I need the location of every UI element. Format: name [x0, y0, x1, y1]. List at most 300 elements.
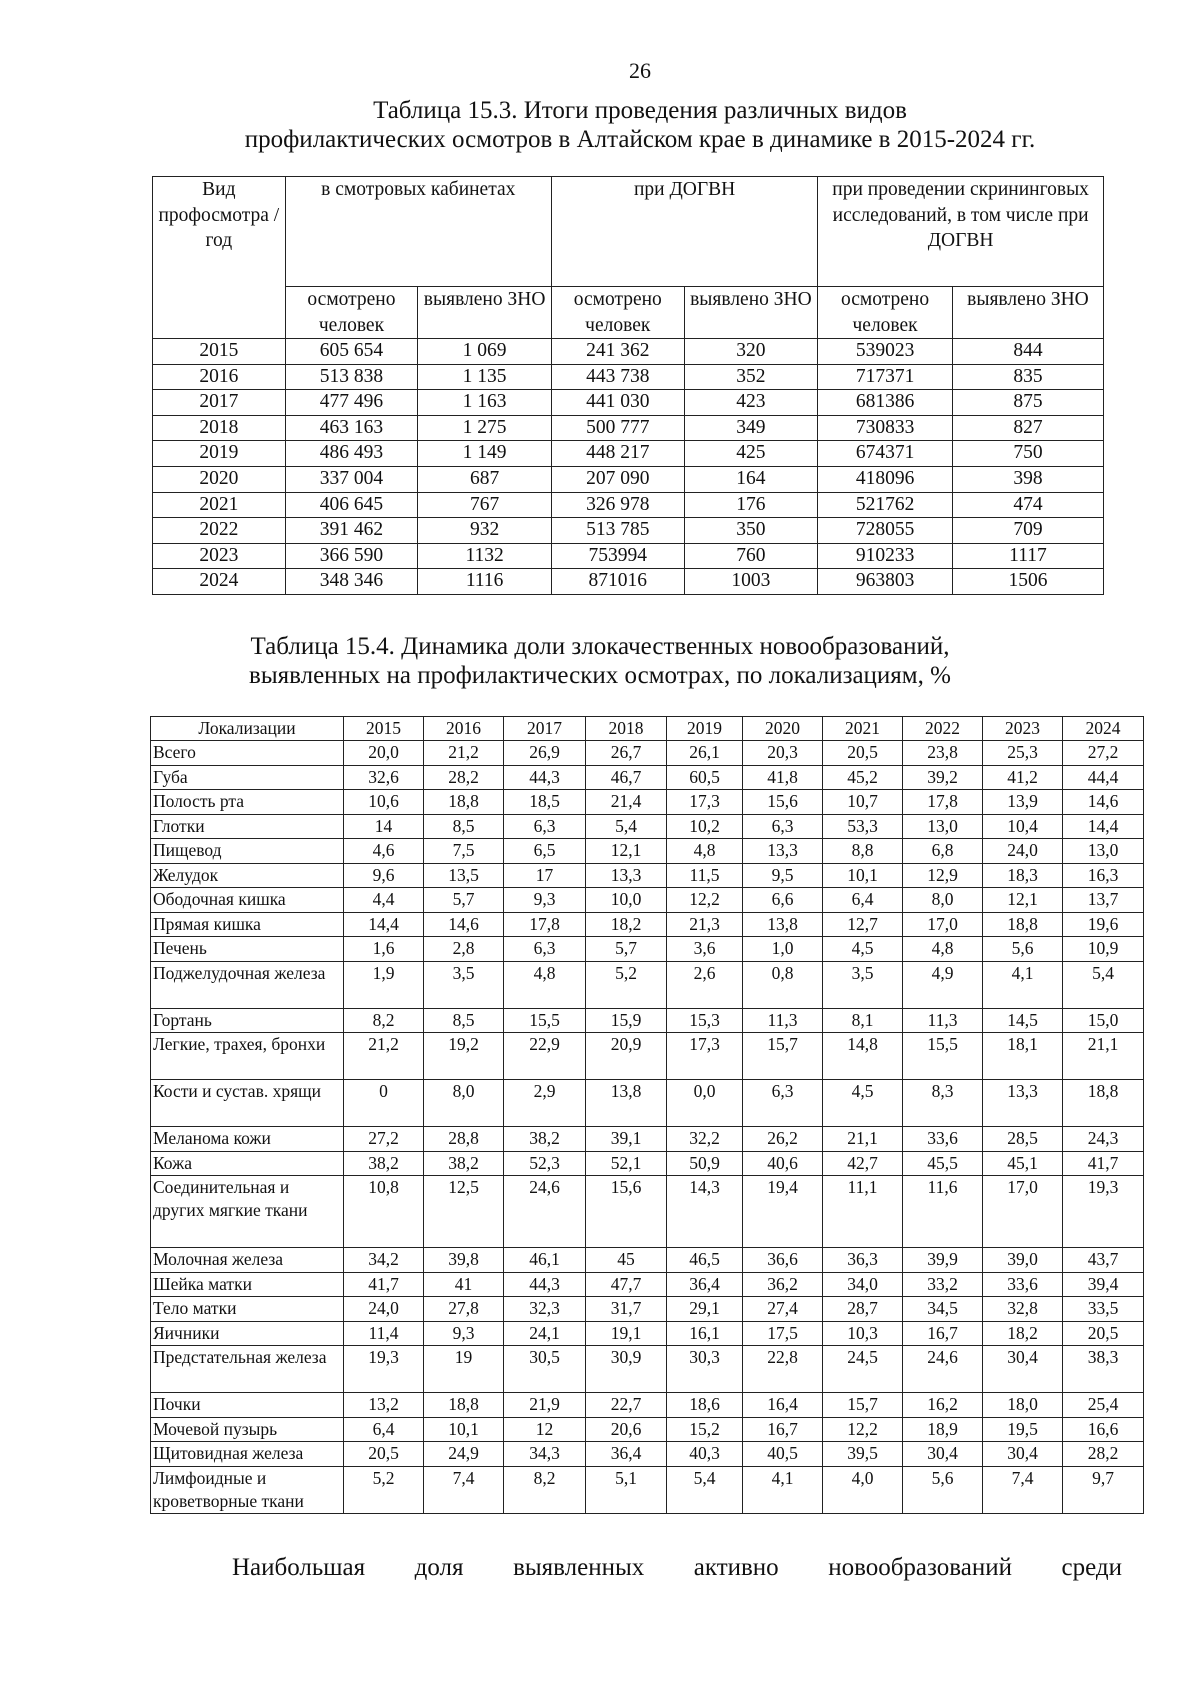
percent-cell: 9,3: [424, 1321, 504, 1346]
value-cell: 1 069: [418, 339, 552, 365]
percent-cell: 15,5: [903, 1033, 983, 1080]
percent-cell: 44,3: [504, 765, 586, 790]
value-cell: 441 030: [551, 390, 684, 416]
percent-cell: 30,4: [983, 1442, 1063, 1467]
percent-cell: 36,3: [823, 1248, 903, 1273]
percent-cell: 17,8: [903, 790, 983, 815]
page-number: 26: [629, 58, 651, 83]
percent-cell: 36,6: [743, 1248, 823, 1273]
percent-cell: 18,0: [983, 1393, 1063, 1418]
table-row: [153, 569, 1104, 595]
percent-cell: 3,6: [667, 937, 743, 962]
percent-cell: 18,9: [903, 1417, 983, 1442]
value-cell: 474: [952, 492, 1103, 518]
percent-cell: 18,6: [667, 1393, 743, 1418]
percent-cell: 5,4: [1063, 961, 1144, 1008]
value-cell: 753994: [551, 543, 684, 569]
percent-cell: 53,3: [823, 814, 903, 839]
percent-cell: 18,2: [586, 912, 667, 937]
percent-cell: 0,8: [743, 961, 823, 1008]
percent-cell: 60,5: [667, 765, 743, 790]
percent-cell: 13,3: [743, 839, 823, 864]
percent-cell: 6,4: [344, 1417, 424, 1442]
year-cell: 2021: [153, 492, 286, 518]
value-cell: 674371: [818, 441, 953, 467]
percent-cell: 17,5: [743, 1321, 823, 1346]
value-cell: 605 654: [285, 339, 418, 365]
percent-cell: 10,6: [344, 790, 424, 815]
localization-cell: Щитовидная железа: [151, 1442, 344, 1467]
percent-cell: 12,9: [903, 863, 983, 888]
percent-cell: 22,9: [504, 1033, 586, 1080]
percent-cell: 14,4: [344, 912, 424, 937]
value-cell: 320: [684, 339, 818, 365]
percent-cell: 11,3: [903, 1008, 983, 1033]
percent-cell: 44,3: [504, 1272, 586, 1297]
table-row: [151, 790, 1144, 815]
value-cell: 1 275: [418, 415, 552, 441]
value-cell: 687: [418, 466, 552, 492]
percent-cell: 8,0: [424, 1080, 504, 1127]
percent-cell: 30,3: [667, 1346, 743, 1393]
table-row: [151, 863, 1144, 888]
percent-cell: 12,1: [983, 888, 1063, 913]
percent-cell: 6,4: [823, 888, 903, 913]
percent-cell: 10,0: [586, 888, 667, 913]
value-cell: 513 838: [285, 364, 418, 390]
percent-cell: 8,3: [903, 1080, 983, 1127]
percent-cell: 24,0: [983, 839, 1063, 864]
percent-cell: 15,5: [504, 1008, 586, 1033]
percent-cell: 21,4: [586, 790, 667, 815]
percent-cell: 46,7: [586, 765, 667, 790]
percent-cell: 5,2: [344, 1466, 424, 1513]
percent-cell: 13,5: [424, 863, 504, 888]
table-row: [151, 1466, 1144, 1513]
percent-cell: 41: [424, 1272, 504, 1297]
percent-cell: 19,3: [1063, 1176, 1144, 1248]
percent-cell: 5,7: [424, 888, 504, 913]
percent-cell: 19,5: [983, 1417, 1063, 1442]
value-cell: 350: [684, 518, 818, 544]
header-year: 2023: [983, 717, 1063, 741]
percent-cell: 47,7: [586, 1272, 667, 1297]
value-cell: 1117: [952, 543, 1103, 569]
percent-cell: 4,4: [344, 888, 424, 913]
value-cell: 1132: [418, 543, 552, 569]
percent-cell: 3,5: [823, 961, 903, 1008]
table-row: [151, 1151, 1144, 1176]
percent-cell: 26,2: [743, 1127, 823, 1152]
table-row: [151, 765, 1144, 790]
percent-cell: 20,6: [586, 1417, 667, 1442]
percent-cell: 32,3: [504, 1297, 586, 1322]
percent-cell: 10,1: [823, 863, 903, 888]
value-cell: 1506: [952, 569, 1103, 595]
localization-cell: Тело матки: [151, 1297, 344, 1322]
percent-cell: 16,6: [1063, 1417, 1144, 1442]
percent-cell: 17,3: [667, 1033, 743, 1080]
percent-cell: 14: [344, 814, 424, 839]
percent-cell: 12,2: [667, 888, 743, 913]
percent-cell: 7,4: [424, 1466, 504, 1513]
percent-cell: 5,6: [983, 937, 1063, 962]
percent-cell: 10,2: [667, 814, 743, 839]
percent-cell: 31,7: [586, 1297, 667, 1322]
percent-cell: 26,7: [586, 741, 667, 766]
percent-cell: 30,5: [504, 1346, 586, 1393]
table-row: [151, 888, 1144, 913]
table-row: [151, 1321, 1144, 1346]
percent-cell: 30,9: [586, 1346, 667, 1393]
percent-cell: 15,7: [823, 1393, 903, 1418]
percent-cell: 7,4: [983, 1466, 1063, 1513]
percent-cell: 16,4: [743, 1393, 823, 1418]
percent-cell: 11,4: [344, 1321, 424, 1346]
paragraph-word: активно: [693, 1554, 779, 1581]
percent-cell: 5,7: [586, 937, 667, 962]
value-cell: 932: [418, 518, 552, 544]
value-cell: 728055: [818, 518, 953, 544]
table-row: [151, 1248, 1144, 1273]
paragraph-word: среди: [1061, 1554, 1122, 1581]
percent-cell: 16,1: [667, 1321, 743, 1346]
percent-cell: 4,8: [667, 839, 743, 864]
percent-cell: 18,5: [504, 790, 586, 815]
table-row: [153, 492, 1104, 518]
percent-cell: 0,0: [667, 1080, 743, 1127]
header-year: 2018: [586, 717, 667, 741]
percent-cell: 40,3: [667, 1442, 743, 1467]
value-cell: 207 090: [551, 466, 684, 492]
percent-cell: 10,1: [424, 1417, 504, 1442]
percent-cell: 10,7: [823, 790, 903, 815]
percent-cell: 27,4: [743, 1297, 823, 1322]
localization-cell: Печень: [151, 937, 344, 962]
percent-cell: 4,5: [823, 1080, 903, 1127]
header-localization: Локализации: [151, 717, 344, 741]
percent-cell: 10,3: [823, 1321, 903, 1346]
value-cell: 366 590: [285, 543, 418, 569]
table-row: [151, 1417, 1144, 1442]
value-cell: 423: [684, 390, 818, 416]
value-cell: 1 149: [418, 441, 552, 467]
table2-caption-line2: выявленных на профилактических осмотрах, по локализациям, %: [249, 662, 951, 689]
percent-cell: 6,3: [743, 1080, 823, 1127]
header-detected: выявлено ЗНО: [952, 287, 1103, 339]
percent-cell: 41,7: [344, 1272, 424, 1297]
percent-cell: 18,3: [983, 863, 1063, 888]
percent-cell: 4,8: [504, 961, 586, 1008]
percent-cell: 5,2: [586, 961, 667, 1008]
value-cell: 1003: [684, 569, 818, 595]
localization-cell: Ободочная кишка: [151, 888, 344, 913]
table-row: [151, 1393, 1144, 1418]
percent-cell: 4,1: [743, 1466, 823, 1513]
percent-cell: 26,9: [504, 741, 586, 766]
percent-cell: 18,8: [983, 912, 1063, 937]
value-cell: 835: [952, 364, 1103, 390]
percent-cell: 32,8: [983, 1297, 1063, 1322]
percent-cell: 38,3: [1063, 1346, 1144, 1393]
header-examined: осмотрено человек: [818, 287, 953, 339]
paragraph-word: Наибольшая: [232, 1554, 366, 1581]
year-cell: 2022: [153, 518, 286, 544]
percent-cell: 11,5: [667, 863, 743, 888]
localization-cell: Глотки: [151, 814, 344, 839]
percent-cell: 39,4: [1063, 1272, 1144, 1297]
value-cell: 463 163: [285, 415, 418, 441]
value-cell: 513 785: [551, 518, 684, 544]
percent-cell: 12,5: [424, 1176, 504, 1248]
percent-cell: 20,0: [344, 741, 424, 766]
table-row: [151, 1442, 1144, 1467]
percent-cell: 7,5: [424, 839, 504, 864]
header-year: 2017: [504, 717, 586, 741]
percent-cell: 15,3: [667, 1008, 743, 1033]
value-cell: 418096: [818, 466, 953, 492]
table-row: [153, 441, 1104, 467]
percent-cell: 33,6: [983, 1272, 1063, 1297]
percent-cell: 13,3: [586, 863, 667, 888]
header-year: 2021: [823, 717, 903, 741]
percent-cell: 28,5: [983, 1127, 1063, 1152]
value-cell: 709: [952, 518, 1103, 544]
value-cell: 477 496: [285, 390, 418, 416]
percent-cell: 45,1: [983, 1151, 1063, 1176]
percent-cell: 22,8: [743, 1346, 823, 1393]
percent-cell: 8,0: [903, 888, 983, 913]
value-cell: 681386: [818, 390, 953, 416]
percent-cell: 20,5: [344, 1442, 424, 1467]
header-screening: при проведении скрининговых исследований, в том числе при ДОГВН: [818, 177, 1104, 287]
year-cell: 2019: [153, 441, 286, 467]
percent-cell: 25,4: [1063, 1393, 1144, 1418]
percent-cell: 13,8: [586, 1080, 667, 1127]
header-year: 2016: [424, 717, 504, 741]
percent-cell: 9,7: [1063, 1466, 1144, 1513]
percent-cell: 33,6: [903, 1127, 983, 1152]
percent-cell: 21,9: [504, 1393, 586, 1418]
percent-cell: 2,8: [424, 937, 504, 962]
percent-cell: 18,8: [424, 790, 504, 815]
percent-cell: 9,3: [504, 888, 586, 913]
percent-cell: 0: [344, 1080, 424, 1127]
percent-cell: 9,6: [344, 863, 424, 888]
percent-cell: 25,3: [983, 741, 1063, 766]
value-cell: 1116: [418, 569, 552, 595]
percent-cell: 27,8: [424, 1297, 504, 1322]
percent-cell: 19: [424, 1346, 504, 1393]
value-cell: 963803: [818, 569, 953, 595]
percent-cell: 14,6: [424, 912, 504, 937]
percent-cell: 8,2: [504, 1466, 586, 1513]
percent-cell: 14,8: [823, 1033, 903, 1080]
value-cell: 443 738: [551, 364, 684, 390]
percent-cell: 16,3: [1063, 863, 1144, 888]
table1-body: [153, 339, 1104, 595]
localization-cell: Мочевой пузырь: [151, 1417, 344, 1442]
percent-cell: 19,6: [1063, 912, 1144, 937]
percent-cell: 42,7: [823, 1151, 903, 1176]
header-detected: выявлено ЗНО: [418, 287, 552, 339]
percent-cell: 46,1: [504, 1248, 586, 1273]
percent-cell: 27,2: [344, 1127, 424, 1152]
table-row: [151, 839, 1144, 864]
percent-cell: 19,4: [743, 1176, 823, 1248]
percent-cell: 17,0: [983, 1176, 1063, 1248]
percent-cell: 11,1: [823, 1176, 903, 1248]
percent-cell: 14,4: [1063, 814, 1144, 839]
table2-header-row: [151, 717, 1144, 741]
percent-cell: 28,8: [424, 1127, 504, 1152]
percent-cell: 17,8: [504, 912, 586, 937]
percent-cell: 18,1: [983, 1033, 1063, 1080]
percent-cell: 12: [504, 1417, 586, 1442]
table-row: [151, 1033, 1144, 1080]
percent-cell: 45,5: [903, 1151, 983, 1176]
percent-cell: 21,1: [823, 1127, 903, 1152]
percent-cell: 36,4: [667, 1272, 743, 1297]
percent-cell: 34,5: [903, 1297, 983, 1322]
year-cell: 2015: [153, 339, 286, 365]
localization-cell: Лимфоидные и кроветворные ткани: [151, 1466, 344, 1513]
localization-cell: Пищевод: [151, 839, 344, 864]
header-year: 2015: [344, 717, 424, 741]
percent-cell: 45,2: [823, 765, 903, 790]
header-detected: выявлено ЗНО: [684, 287, 818, 339]
percent-cell: 21,2: [424, 741, 504, 766]
percent-cell: 8,2: [344, 1008, 424, 1033]
table-row: [151, 1297, 1144, 1322]
percent-cell: 13,3: [983, 1080, 1063, 1127]
value-cell: 521762: [818, 492, 953, 518]
percent-cell: 16,2: [903, 1393, 983, 1418]
table-row: [151, 1127, 1144, 1152]
year-cell: 2020: [153, 466, 286, 492]
percent-cell: 8,5: [424, 814, 504, 839]
paragraph-word: выявленных: [513, 1554, 645, 1581]
percent-cell: 41,7: [1063, 1151, 1144, 1176]
screening-results-table: [152, 176, 1104, 595]
table-row: [153, 466, 1104, 492]
value-cell: 871016: [551, 569, 684, 595]
value-cell: 1 135: [418, 364, 552, 390]
percent-cell: 33,2: [903, 1272, 983, 1297]
percent-cell: 39,9: [903, 1248, 983, 1273]
percent-cell: 5,4: [586, 814, 667, 839]
table-row: [153, 390, 1104, 416]
value-cell: 730833: [818, 415, 953, 441]
percent-cell: 18,2: [983, 1321, 1063, 1346]
percent-cell: 13,2: [344, 1393, 424, 1418]
percent-cell: 23,8: [903, 741, 983, 766]
percent-cell: 1,0: [743, 937, 823, 962]
percent-cell: 14,3: [667, 1176, 743, 1248]
percent-cell: 6,6: [743, 888, 823, 913]
localization-cell: Губа: [151, 765, 344, 790]
percent-cell: 17: [504, 863, 586, 888]
percent-cell: 3,5: [424, 961, 504, 1008]
percent-cell: 20,9: [586, 1033, 667, 1080]
table-row: [151, 741, 1144, 766]
percent-cell: 9,5: [743, 863, 823, 888]
percent-cell: 28,2: [1063, 1442, 1144, 1467]
table2-body: [151, 741, 1144, 1514]
percent-cell: 20,3: [743, 741, 823, 766]
table1-caption-line1: Таблица 15.3. Итоги проведения различных видов: [373, 97, 907, 124]
percent-cell: 32,6: [344, 765, 424, 790]
percent-cell: 30,4: [983, 1346, 1063, 1393]
table-row: [153, 543, 1104, 569]
percent-cell: 36,4: [586, 1442, 667, 1467]
percent-cell: 21,2: [344, 1033, 424, 1080]
percent-cell: 17,3: [667, 790, 743, 815]
percent-cell: 17,0: [903, 912, 983, 937]
value-cell: 750: [952, 441, 1103, 467]
localization-cell: Желудок: [151, 863, 344, 888]
localization-cell: Легкие, трахея, бронхи: [151, 1033, 344, 1080]
percent-cell: 8,8: [823, 839, 903, 864]
percent-cell: 5,4: [667, 1466, 743, 1513]
table2-caption: [0, 632, 1200, 690]
percent-cell: 24,5: [823, 1346, 903, 1393]
percent-cell: 5,6: [903, 1466, 983, 1513]
value-cell: 406 645: [285, 492, 418, 518]
percent-cell: 28,7: [823, 1297, 903, 1322]
percent-cell: 15,9: [586, 1008, 667, 1033]
percent-cell: 33,5: [1063, 1297, 1144, 1322]
percent-cell: 12,1: [586, 839, 667, 864]
localization-cell: Соединительная и других мягкие ткани: [151, 1176, 344, 1248]
percent-cell: 15,2: [667, 1417, 743, 1442]
percent-cell: 6,8: [903, 839, 983, 864]
table1-caption: [0, 96, 1200, 154]
value-cell: 391 462: [285, 518, 418, 544]
localization-cell: Всего: [151, 741, 344, 766]
percent-cell: 13,8: [743, 912, 823, 937]
table-row: [151, 937, 1144, 962]
percent-cell: 32,2: [667, 1127, 743, 1152]
percent-cell: 28,2: [424, 765, 504, 790]
localization-cell: Почки: [151, 1393, 344, 1418]
percent-cell: 10,4: [983, 814, 1063, 839]
header-year: 2022: [903, 717, 983, 741]
percent-cell: 8,5: [424, 1008, 504, 1033]
header-year: 2019: [667, 717, 743, 741]
percent-cell: 4,5: [823, 937, 903, 962]
percent-cell: 4,8: [903, 937, 983, 962]
value-cell: 760: [684, 543, 818, 569]
percent-cell: 24,0: [344, 1297, 424, 1322]
value-cell: 448 217: [551, 441, 684, 467]
value-cell: 326 978: [551, 492, 684, 518]
percent-cell: 21,3: [667, 912, 743, 937]
percent-cell: 38,2: [344, 1151, 424, 1176]
percent-cell: 52,1: [586, 1151, 667, 1176]
value-cell: 425: [684, 441, 818, 467]
table-row: [151, 912, 1144, 937]
table1-caption-line2: профилактических осмотров в Алтайском крае в динамике в 2015-2024 гг.: [244, 126, 1036, 153]
percent-cell: 34,2: [344, 1248, 424, 1273]
percent-cell: 13,0: [903, 814, 983, 839]
table-row: [151, 814, 1144, 839]
localization-cell: Меланома кожи: [151, 1127, 344, 1152]
percent-cell: 4,0: [823, 1466, 903, 1513]
value-cell: 241 362: [551, 339, 684, 365]
value-cell: 349: [684, 415, 818, 441]
percent-cell: 1,6: [344, 937, 424, 962]
